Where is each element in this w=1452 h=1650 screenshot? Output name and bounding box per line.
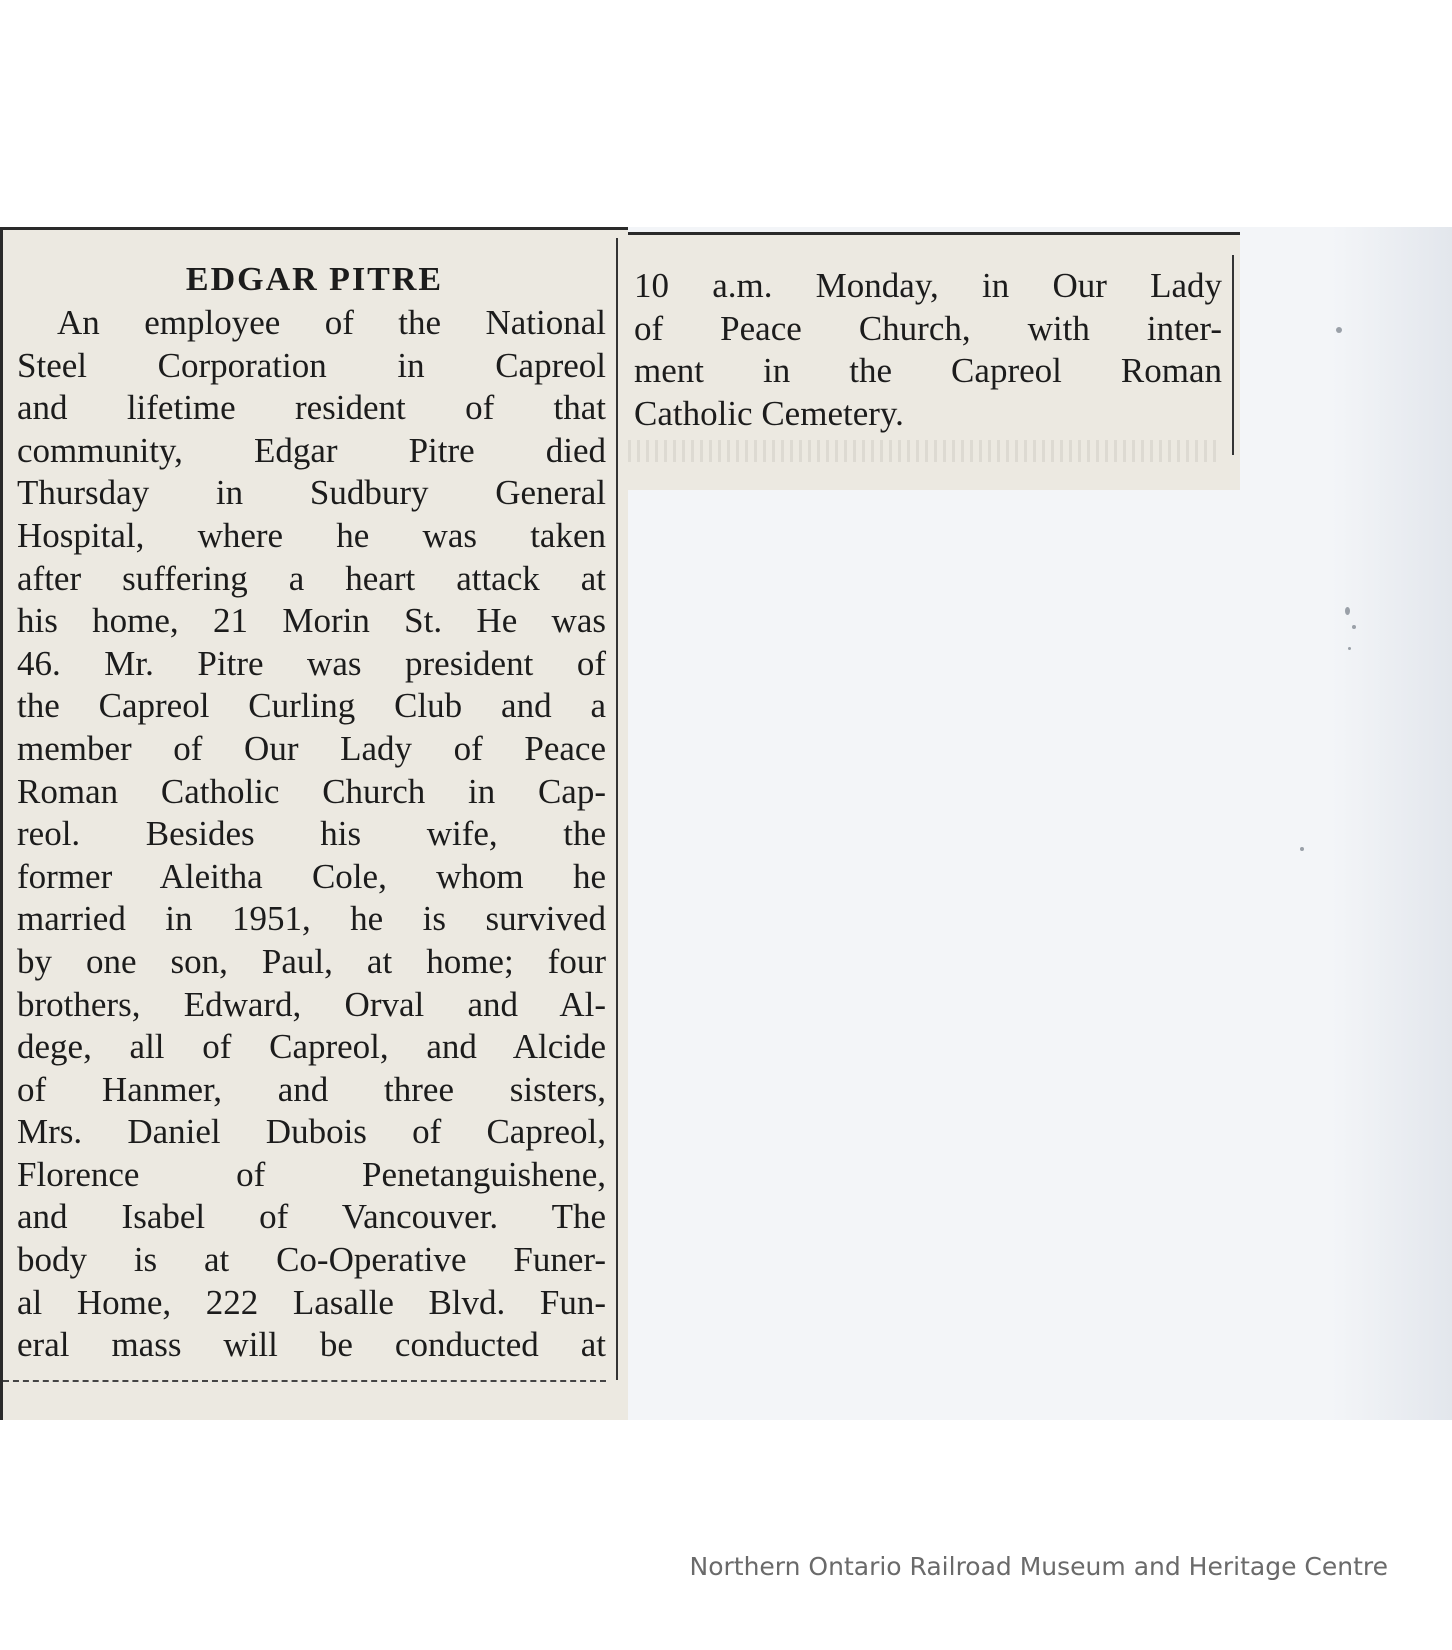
text-line: community, Edgar Pitre died: [17, 430, 606, 470]
column-divider: [616, 238, 618, 1380]
text-line: married in 1951, he is survived: [17, 899, 606, 939]
obituary-column-two: [628, 232, 1240, 490]
scan-edge-shadow: [1332, 227, 1452, 1420]
text-line: ment in the Capreol Roman: [634, 351, 1222, 391]
obituary-body: [17, 302, 612, 1367]
scan-speck: [1336, 327, 1342, 333]
text-line: Mrs. Daniel Dubois of Capreol,: [17, 1112, 606, 1152]
text-line: body is at Co-Operative Funer-: [17, 1240, 606, 1280]
clipping-torn-edge: [628, 440, 1220, 462]
obituary-headline: EDGAR PITRE: [185, 261, 444, 298]
museum-credit: Northern Ontario Railroad Museum and Heritage Centre: [689, 1552, 1388, 1581]
text-line: brothers, Edward, Orval and Al-: [17, 984, 606, 1024]
column-edge-rule: [1232, 255, 1234, 455]
text-line: reol. Besides his wife, the: [17, 814, 606, 854]
text-line: Roman Catholic Church in Cap-: [17, 771, 606, 811]
text-line: eral mass will be conducted at: [17, 1325, 606, 1365]
scan-speck: [1348, 647, 1351, 650]
text-line: and Isabel of Vancouver. The: [17, 1197, 606, 1237]
text-line: the Capreol Curling Club and a: [17, 686, 606, 726]
scan-speck: [1300, 847, 1304, 851]
text-line: of Hanmer, and three sisters,: [17, 1069, 606, 1109]
clipping-bottom-rule: [3, 1380, 606, 1382]
text-line: by one son, Paul, at home; four: [17, 941, 606, 981]
scan-speck: [1352, 625, 1356, 629]
text-line: his home, 21 Morin St. He was: [17, 601, 606, 641]
text-line: 10 a.m. Monday, in Our Lady: [634, 266, 1222, 305]
obituary-body-continued: [634, 265, 1228, 435]
text-line: al Home, 222 Lasalle Blvd. Fun-: [17, 1282, 606, 1322]
text-line: Hospital, where he was taken: [17, 515, 606, 555]
text-line: and lifetime resident of that: [17, 388, 606, 428]
text-line: Florence of Penetanguishene,: [17, 1154, 606, 1194]
text-line: 46. Mr. Pitre was president of: [17, 643, 606, 683]
text-line: after suffering a heart attack at: [17, 558, 606, 598]
text-line: dege, all of Capreol, and Alcide: [17, 1027, 606, 1067]
text-line: Thursday in Sudbury General: [17, 473, 606, 513]
text-line: former Aleitha Cole, whom he: [17, 856, 606, 896]
text-line: Steel Corporation in Capreol: [17, 345, 606, 385]
obituary-column-one: [0, 227, 628, 1420]
text-line: of Peace Church, with inter-: [634, 308, 1222, 348]
scan-speck: [1345, 607, 1350, 615]
text-line: member of Our Lady of Peace: [17, 728, 606, 768]
text-line: Catholic Cemetery.: [634, 393, 904, 433]
text-line: An employee of the National: [57, 303, 606, 342]
